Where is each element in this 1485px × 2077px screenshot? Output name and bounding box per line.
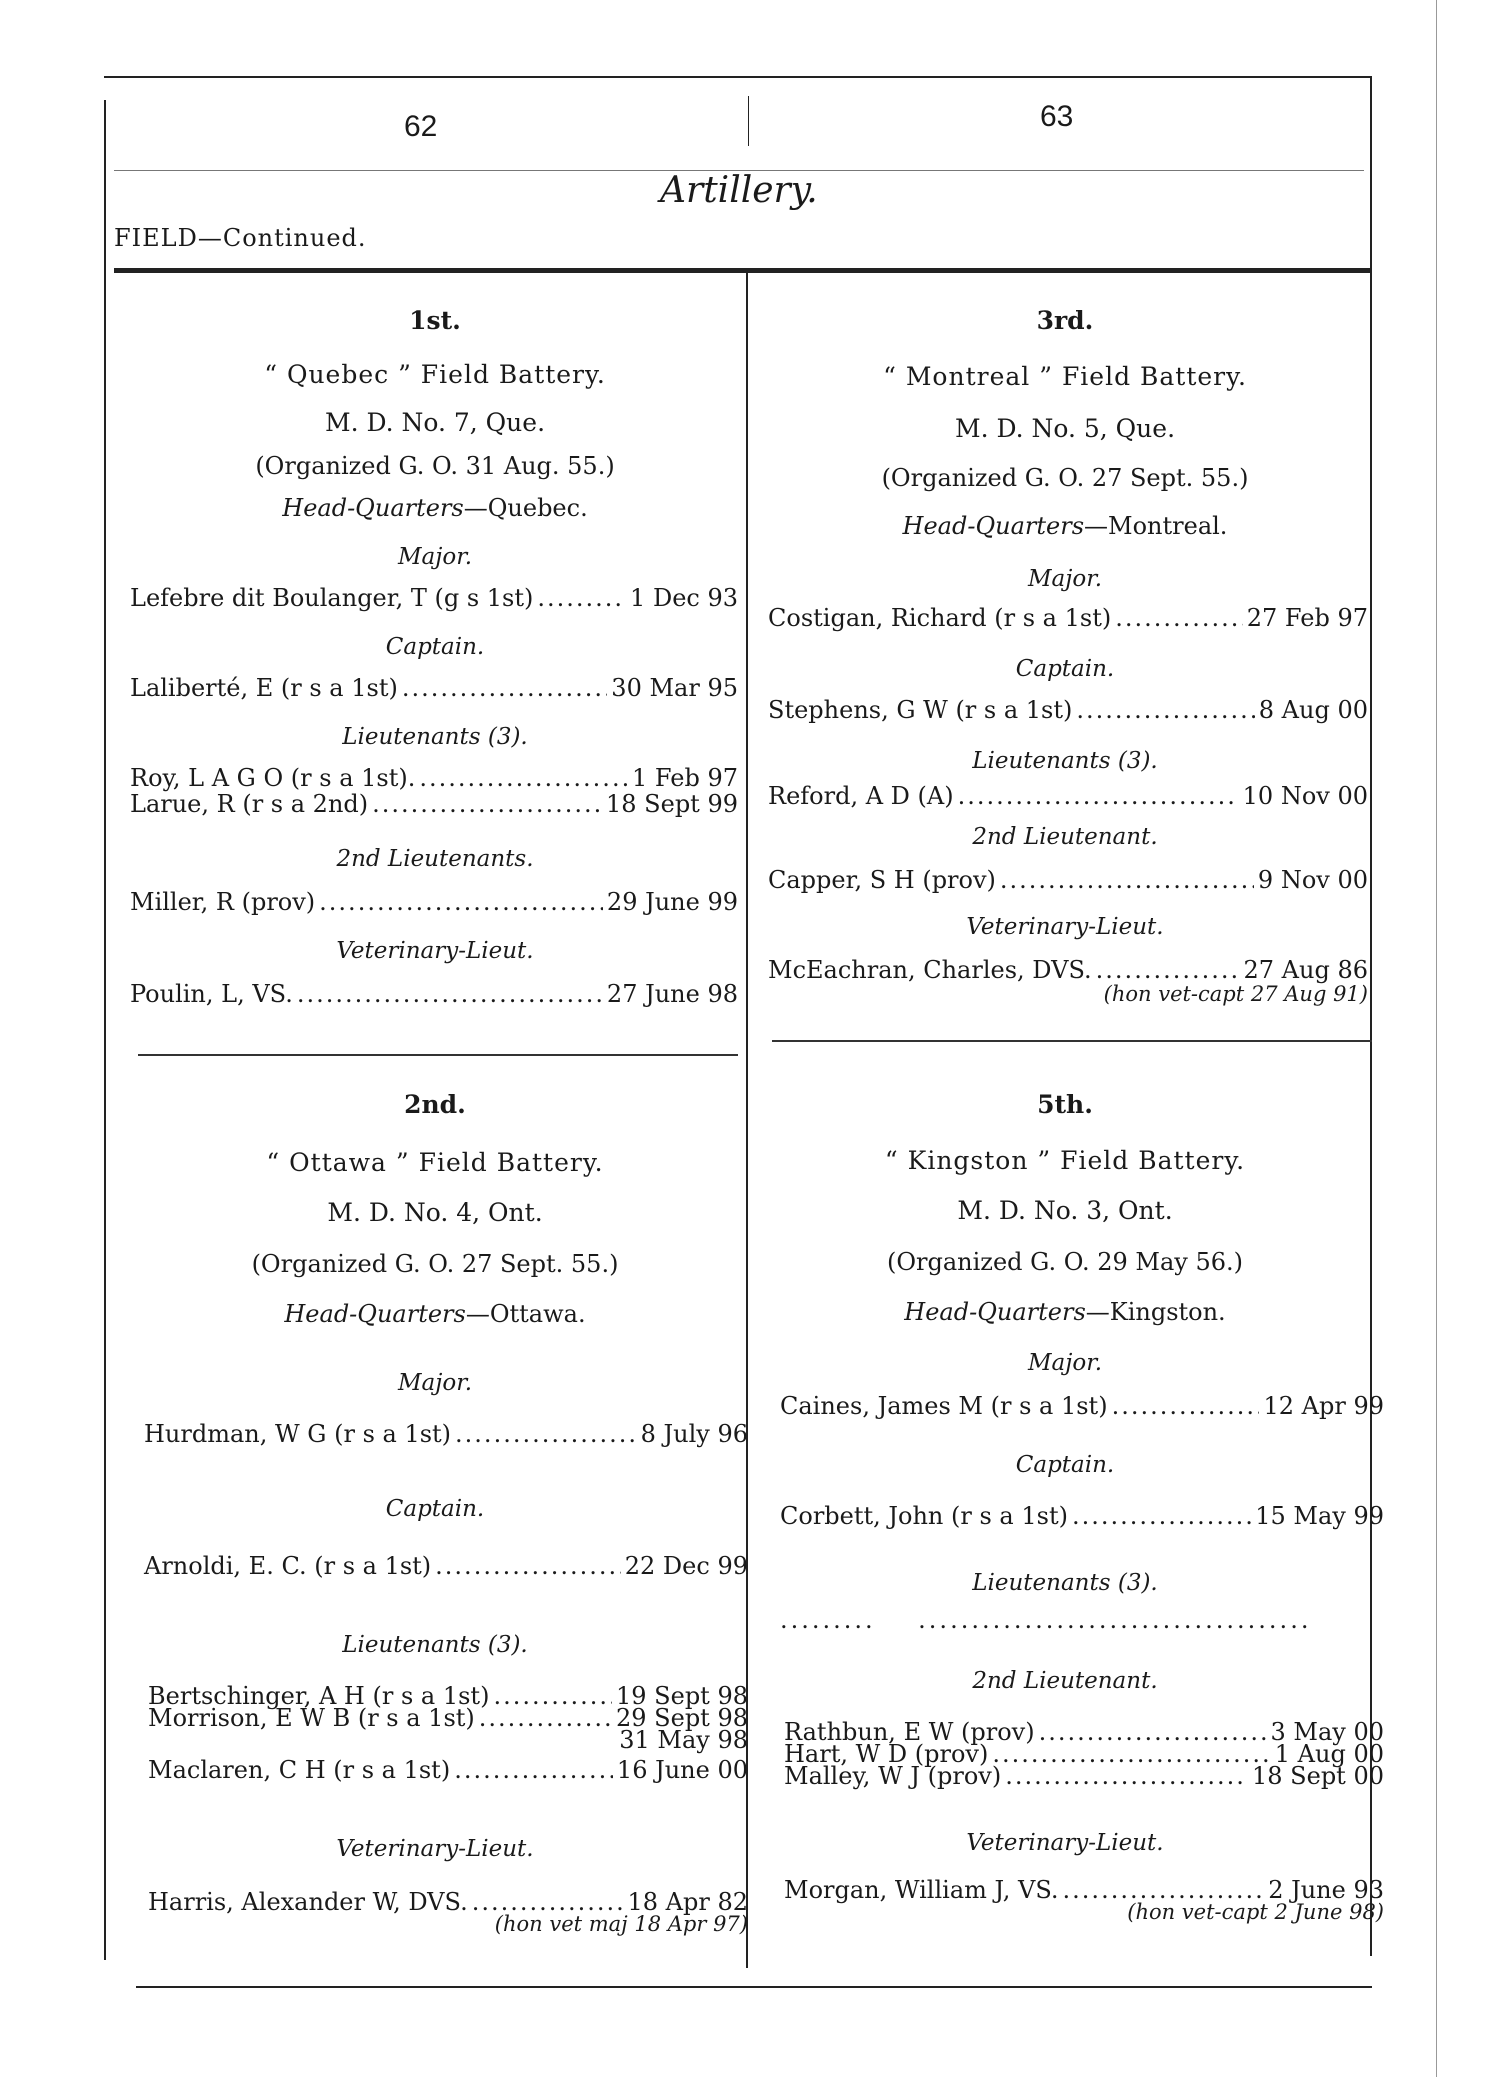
hq-label: Head-Quarters <box>282 494 464 522</box>
vacant-positions-dots: ......... ..................................... <box>780 1606 1312 1634</box>
military-district: M. D. No. 4, Ont. <box>327 1198 543 1227</box>
battery-name: “ Montreal ” Field Battery. <box>883 362 1247 391</box>
officer-date: 22 Dec 99 <box>624 1552 748 1580</box>
rank-label: 2nd Lieutenants. <box>336 846 534 872</box>
header-thick-rule <box>114 268 1372 273</box>
officer-date: 18 Apr 82 <box>627 1888 748 1916</box>
officer-date: 2 June 93 <box>1268 1876 1384 1904</box>
organized-line: (Organized G. O. 27 Sept. 55.) <box>251 1250 619 1278</box>
officer-row <box>148 1756 748 1784</box>
battery-number: 2nd. <box>404 1090 466 1119</box>
frame-left-rule <box>104 100 106 1960</box>
officer-row <box>768 604 1368 632</box>
rank-label: 2nd Lieutenant. <box>972 824 1158 850</box>
rank-label: Lieutenants (3). <box>342 724 528 750</box>
officer-row <box>768 956 1368 984</box>
officer-name: Rathbun, E W (prov) <box>784 1718 1035 1746</box>
officer-date: 8 July 96 <box>640 1420 748 1448</box>
officer-date: 27 Aug 86 <box>1243 956 1368 984</box>
rank-label: Lieutenants (3). <box>972 1570 1158 1596</box>
hq-place: —Ottawa. <box>465 1300 586 1328</box>
officer-date: 19 Sept 98 <box>616 1682 748 1710</box>
officer-date: 29 June 99 <box>606 888 738 916</box>
officer-date: 10 Nov 00 <box>1242 782 1368 810</box>
rank-label: Lieutenants (3). <box>342 1632 528 1658</box>
officer-name: Roy, L A G O (r s a 1st). <box>130 764 416 792</box>
officer-row <box>130 764 738 792</box>
officer-name: Corbett, John (r s a 1st) <box>780 1502 1068 1530</box>
officer-date: 31 May 98 <box>619 1726 748 1754</box>
frame-right-rule <box>1370 76 1372 1956</box>
officer-name: Caines, James M (r s a 1st) <box>780 1392 1108 1420</box>
honorary-note: (hon vet-capt 27 Aug 91) <box>1103 982 1368 1006</box>
officer-name: Lefebre dit Boulanger, T (g s 1st) <box>130 584 534 612</box>
page-divider-top <box>748 96 749 146</box>
officer-name: Hart, W D (prov) <box>784 1740 989 1768</box>
rank-label: Captain. <box>385 634 485 660</box>
organized-line: (Organized G. O. 29 May 56.) <box>886 1248 1244 1276</box>
rank-label: Major. <box>1027 566 1103 592</box>
frame-top-rule <box>104 76 1372 78</box>
officer-name: Malley, W J (prov) <box>784 1762 1002 1790</box>
officer-date: 8 Aug 00 <box>1258 696 1368 724</box>
officer-row <box>130 980 738 1008</box>
officer-row <box>130 888 738 916</box>
battery-name: “ Quebec ” Field Battery. <box>264 360 606 389</box>
officer-row <box>144 1552 748 1580</box>
headquarters-line <box>130 494 740 522</box>
officer-row <box>130 674 738 702</box>
battery-number: 3rd. <box>1036 306 1094 335</box>
officer-name: Capper, S H (prov) <box>768 866 996 894</box>
officer-row <box>780 1502 1384 1530</box>
officer-date: 18 Sept 99 <box>606 790 738 818</box>
rank-label: Major. <box>1027 1350 1103 1376</box>
officer-date: 15 May 99 <box>1255 1502 1384 1530</box>
headquarters-line <box>760 1298 1370 1326</box>
section-subtitle: FIELD—Continued. <box>114 224 367 252</box>
officer-row <box>768 782 1368 810</box>
officer-name: Stephens, G W (r s a 1st) <box>768 696 1073 724</box>
officer-name: Reford, A D (A) <box>768 782 954 810</box>
battery-number: 5th. <box>1037 1090 1093 1119</box>
officer-date: 16 June 00 <box>616 1756 748 1784</box>
rank-label: Veterinary-Lieut. <box>336 938 534 964</box>
officer-name: Miller, R (prov) <box>130 888 316 916</box>
bottom-rule <box>136 1986 1372 1988</box>
officer-row <box>130 790 738 818</box>
officer-row <box>784 1762 1384 1790</box>
officer-date: 18 Sept 00 <box>1252 1762 1384 1790</box>
honorary-note: (hon vet maj 18 Apr 97) <box>494 1912 748 1936</box>
organized-line: (Organized G. O. 27 Sept. 55.) <box>881 464 1249 492</box>
officer-name: Maclaren, C H (r s a 1st) <box>148 1756 451 1784</box>
officer-name: Morrison, E W B (r s a 1st) <box>148 1704 475 1732</box>
officer-name: Arnoldi, E. C. (r s a 1st) <box>144 1552 432 1580</box>
rank-label: Captain. <box>1015 656 1115 682</box>
rank-label: Veterinary-Lieut. <box>966 1830 1164 1856</box>
section-separator <box>772 1040 1372 1042</box>
officer-date: 1 Dec 93 <box>630 584 738 612</box>
headquarters-line <box>760 512 1370 540</box>
hq-place: —Quebec. <box>463 494 588 522</box>
rank-label: Major. <box>397 544 473 570</box>
officer-date: 9 Nov 00 <box>1257 866 1368 894</box>
page-number-left: 62 <box>404 110 438 143</box>
officer-date: 3 May 00 <box>1270 1718 1384 1746</box>
battery-number: 1st. <box>409 306 461 335</box>
military-district: M. D. No. 5, Que. <box>954 414 1176 443</box>
officer-name: Bertschinger, A H (r s a 1st) <box>148 1682 490 1710</box>
hq-label: Head-Quarters <box>902 512 1085 540</box>
rank-label: 2nd Lieutenant. <box>972 1668 1158 1694</box>
rank-label: Captain. <box>385 1496 485 1522</box>
officer-name: Morgan, William J, VS. <box>784 1876 1059 1904</box>
officer-name: Laliberté, E (r s a 1st) <box>130 674 398 702</box>
honorary-note: (hon vet-capt 2 June 98) <box>1127 1900 1384 1924</box>
officer-date: 1 Aug 00 <box>1274 1740 1384 1768</box>
military-district: M. D. No. 3, Ont. <box>957 1196 1173 1225</box>
hq-label: Head-Quarters <box>284 1300 466 1328</box>
officer-date: 1 Feb 97 <box>632 764 738 792</box>
rank-label: Veterinary-Lieut. <box>966 914 1164 940</box>
hq-place: —Kingston. <box>1085 1298 1226 1326</box>
rank-label: Major. <box>397 1370 473 1396</box>
hq-label: Head-Quarters <box>904 1298 1086 1326</box>
battery-name: “ Kingston ” Field Battery. <box>884 1146 1246 1175</box>
rank-label: Veterinary-Lieut. <box>336 1836 534 1862</box>
rank-label: Lieutenants (3). <box>972 748 1158 774</box>
rank-label: Captain. <box>1015 1452 1115 1478</box>
officer-row <box>130 584 738 612</box>
officer-date: 29 Sept 98 <box>616 1704 748 1732</box>
officer-name: Larue, R (r s a 2nd) <box>130 790 369 818</box>
headquarters-line <box>130 1300 740 1328</box>
officer-name: Hurdman, W G (r s a 1st) <box>144 1420 452 1448</box>
page-edge-right <box>1436 0 1437 2077</box>
page-title: Artillery. <box>660 170 818 211</box>
officer-date: 27 Feb 97 <box>1246 604 1368 632</box>
hq-place: —Montreal. <box>1084 512 1228 540</box>
officer-row <box>148 1726 748 1754</box>
officer-date: 12 Apr 99 <box>1263 1392 1384 1420</box>
officer-name: Harris, Alexander W, DVS. <box>148 1888 468 1916</box>
page-number-right: 63 <box>1040 100 1074 133</box>
officer-date: 27 June 98 <box>606 980 738 1008</box>
officer-row <box>768 866 1368 894</box>
officer-row <box>144 1420 748 1448</box>
officer-name: Costigan, Richard (r s a 1st) <box>768 604 1112 632</box>
officer-row <box>780 1392 1384 1420</box>
officer-name: Poulin, L, VS. <box>130 980 293 1008</box>
organized-line: (Organized G. O. 31 Aug. 55.) <box>255 452 615 480</box>
battery-name: “ Ottawa ” Field Battery. <box>266 1148 604 1177</box>
officer-row <box>768 696 1368 724</box>
military-district: M. D. No. 7, Que. <box>324 408 546 437</box>
officer-name: McEachran, Charles, DVS. <box>768 956 1092 984</box>
officer-date: 30 Mar 95 <box>611 674 738 702</box>
section-separator <box>138 1054 738 1056</box>
